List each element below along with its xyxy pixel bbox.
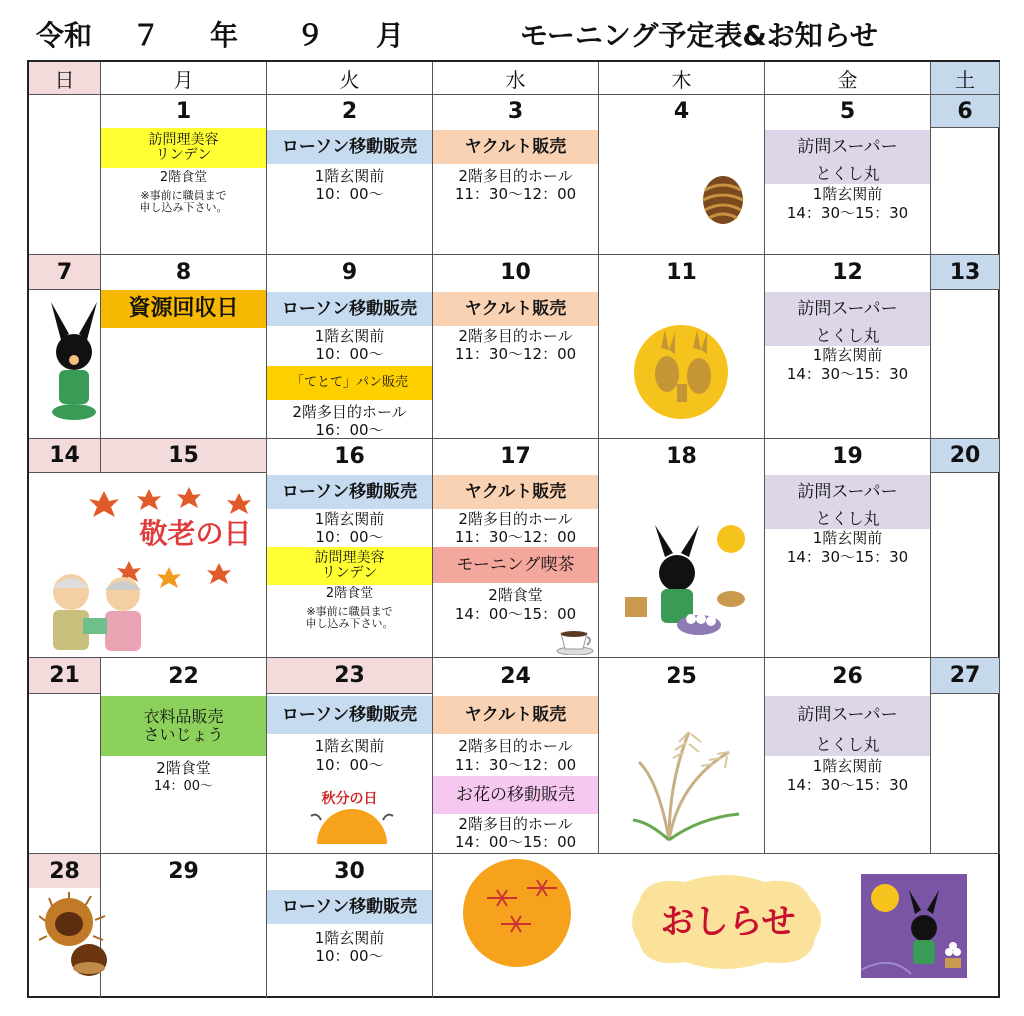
day-13: [931, 290, 1000, 439]
event-place: 1階玄関前: [314, 327, 385, 345]
moon-rabbits-icon: [633, 324, 729, 420]
event-label: 訪問理美容 リンデン: [267, 547, 432, 585]
event-place: 1階玄関前: [314, 510, 385, 528]
day-29: [101, 888, 267, 998]
dragonfly-sun-icon: [457, 858, 577, 968]
event-time: 16：00～: [315, 421, 384, 439]
event-sub: とくし丸: [765, 509, 930, 529]
day-20: [931, 473, 1000, 658]
day-23: [267, 694, 433, 854]
day-7: [29, 290, 101, 439]
event-label: 訪問スーパー: [765, 130, 930, 164]
day-9: [267, 290, 433, 439]
weekday-sun: 日: [29, 62, 101, 95]
year: ７: [132, 19, 161, 52]
event-place: 2階多目的ホール: [458, 167, 573, 185]
date-28: 28: [29, 854, 101, 888]
era: 令和: [36, 19, 93, 52]
event-label: ヤクルト販売: [433, 475, 598, 509]
event-time: 11：30～12：00: [454, 756, 577, 774]
event-note: ※事前に職員まで 申し込み下さい。: [139, 189, 228, 215]
event-sub: とくし丸: [765, 326, 930, 346]
pinecone-icon: [699, 170, 747, 226]
day-25: [599, 694, 765, 854]
event-place: 2階食堂: [488, 586, 543, 604]
date-30: 30: [267, 854, 433, 888]
date-8: 8: [101, 255, 267, 290]
day-30: [267, 888, 433, 998]
day-28: [29, 888, 101, 998]
event-label: ローソン移動販売: [267, 890, 432, 924]
date-15: 15: [101, 439, 267, 473]
event-time: 11：30～12：00: [454, 185, 577, 203]
event-label: 「てとて」パン販売: [267, 366, 432, 400]
day-5: [765, 128, 931, 255]
coffee-cup-icon: [555, 625, 595, 655]
date-11: 11: [599, 255, 765, 290]
event-label: ローソン移動販売: [267, 696, 432, 734]
day-27: [931, 694, 1000, 854]
day-11: [599, 290, 765, 439]
date-2: 2: [267, 95, 433, 128]
event-place: 2階多目的ホール: [458, 737, 573, 755]
day-21: [29, 694, 101, 854]
date-empty: [29, 95, 101, 255]
event-place: 1階玄関前: [314, 929, 385, 947]
day-2: [267, 128, 433, 255]
year-unit: 年: [210, 19, 239, 52]
weekday-wed: 水: [433, 62, 599, 95]
event-label: お花の移動販売: [433, 776, 598, 814]
date-17: 17: [433, 439, 599, 473]
page-title: モーニング予定表&お知らせ: [520, 19, 878, 52]
event-sub: とくし丸: [765, 164, 930, 184]
date-22: 22: [101, 658, 267, 694]
event-label: ヤクルト販売: [433, 696, 598, 734]
month: ９: [296, 19, 325, 52]
event-place: 2階多目的ホール: [458, 815, 573, 833]
day-14-15: [29, 473, 267, 658]
date-5: 5: [765, 95, 931, 128]
event-label: 訪問理美容 リンデン: [101, 128, 266, 168]
event-note: ※事前に職員まで 申し込み下さい。: [305, 605, 394, 631]
date-3: 3: [433, 95, 599, 128]
date-27: 27: [931, 658, 1000, 694]
event-time: 14：30～15：30: [786, 204, 909, 222]
day-19: [765, 473, 931, 658]
event-time: 10：00～: [315, 528, 384, 546]
rabbit-tsukimi-icon: [47, 300, 101, 430]
event-label: 訪問スーパー: [765, 292, 930, 326]
date-1: 1: [101, 95, 267, 128]
event-place: 2階食堂: [159, 170, 208, 185]
date-24: 24: [433, 658, 599, 694]
event-label: ローソン移動販売: [267, 475, 432, 509]
event-place: 1階玄関前: [812, 529, 883, 547]
weekday-fri: 金: [765, 62, 931, 95]
month-unit: 月: [376, 19, 405, 52]
day-4: [599, 128, 765, 255]
weekday-tue: 火: [267, 62, 433, 95]
event-time: 10：00～: [315, 756, 384, 774]
day-17: [433, 473, 599, 658]
day-3: [433, 128, 599, 255]
date-12: 12: [765, 255, 931, 290]
calendar: [27, 60, 1000, 998]
date-29: 29: [101, 854, 267, 888]
weekday-mon: 月: [101, 62, 267, 95]
event-label: ローソン移動販売: [267, 130, 432, 164]
rabbit-moon-dango-icon: [619, 521, 749, 639]
day-1: [101, 128, 267, 255]
event-time: 10：00～: [315, 345, 384, 363]
event-label: 訪問スーパー: [765, 696, 930, 734]
date-18: 18: [599, 439, 765, 473]
date-20: 20: [931, 439, 1000, 473]
weekday-sat: 土: [931, 62, 1000, 95]
oshirase-area: [433, 854, 1000, 998]
event-place: 2階食堂: [325, 586, 374, 601]
weekday-thu: 木: [599, 62, 765, 95]
event-label: ローソン移動販売: [267, 292, 432, 326]
event-place: 2階多目的ホール: [292, 403, 407, 421]
event-label: ヤクルト販売: [433, 292, 598, 326]
event-label: 衣料品販売 さいじょう: [101, 696, 266, 756]
event-label: モーニング喫茶: [433, 547, 598, 583]
event-place: 1階玄関前: [314, 167, 385, 185]
date-23: 23: [267, 658, 433, 694]
shubun-text: 秋分の日: [321, 791, 378, 807]
event-time: 11：30～12：00: [454, 528, 577, 546]
day-16: [267, 473, 433, 658]
date-10: 10: [433, 255, 599, 290]
event-place: 1階玄関前: [314, 737, 385, 755]
event-time: 14：00～15：00: [454, 833, 577, 851]
event-time: 14：00～: [153, 779, 214, 794]
date-21: 21: [29, 658, 101, 694]
day-10: [433, 290, 599, 439]
event-place: 1階玄関前: [812, 346, 883, 364]
date-7: 7: [29, 255, 101, 290]
event-place: 2階多目的ホール: [458, 327, 573, 345]
event-place: 2階多目的ホール: [458, 510, 573, 528]
event-label: 資源回収日: [101, 290, 266, 328]
elderly-couple-icon: [39, 568, 159, 652]
event-time: 14：30～15：30: [786, 548, 909, 566]
event-time: 14：30～15：30: [786, 365, 909, 383]
day-22: [101, 694, 267, 854]
event-time: 11：30～12：00: [454, 345, 577, 363]
event-place: 2階食堂: [156, 759, 211, 777]
date-14: 14: [29, 439, 101, 473]
day-26: [765, 694, 931, 854]
event-time: 10：00～: [315, 185, 384, 203]
day-6: [931, 128, 1000, 255]
date-19: 19: [765, 439, 931, 473]
event-time: 14：30～15：30: [786, 776, 909, 794]
date-9: 9: [267, 255, 433, 290]
day-18: [599, 473, 765, 658]
oshirase-text: おしらせ: [660, 902, 796, 942]
day-8: [101, 290, 267, 439]
event-label: ヤクルト販売: [433, 130, 598, 164]
event-place: 1階玄関前: [812, 185, 883, 203]
pampas-grass-icon: [629, 722, 749, 842]
day-12: [765, 290, 931, 439]
date-4: 4: [599, 95, 765, 128]
event-label: 訪問スーパー: [765, 475, 930, 509]
event-time: 10：00～: [315, 947, 384, 965]
date-26: 26: [765, 658, 931, 694]
date-16: 16: [267, 439, 433, 473]
keiro-no-hi-text: 敬老の日: [139, 517, 252, 550]
date-25: 25: [599, 658, 765, 694]
event-sub: とくし丸: [765, 734, 930, 756]
date-13: 13: [931, 255, 1000, 290]
day-24: [433, 694, 599, 854]
date-6: 6: [931, 95, 1000, 128]
event-place: 1階玄関前: [812, 757, 883, 775]
event-time: 14：00～15：00: [454, 605, 577, 623]
rabbit-night-icon: [861, 874, 967, 978]
